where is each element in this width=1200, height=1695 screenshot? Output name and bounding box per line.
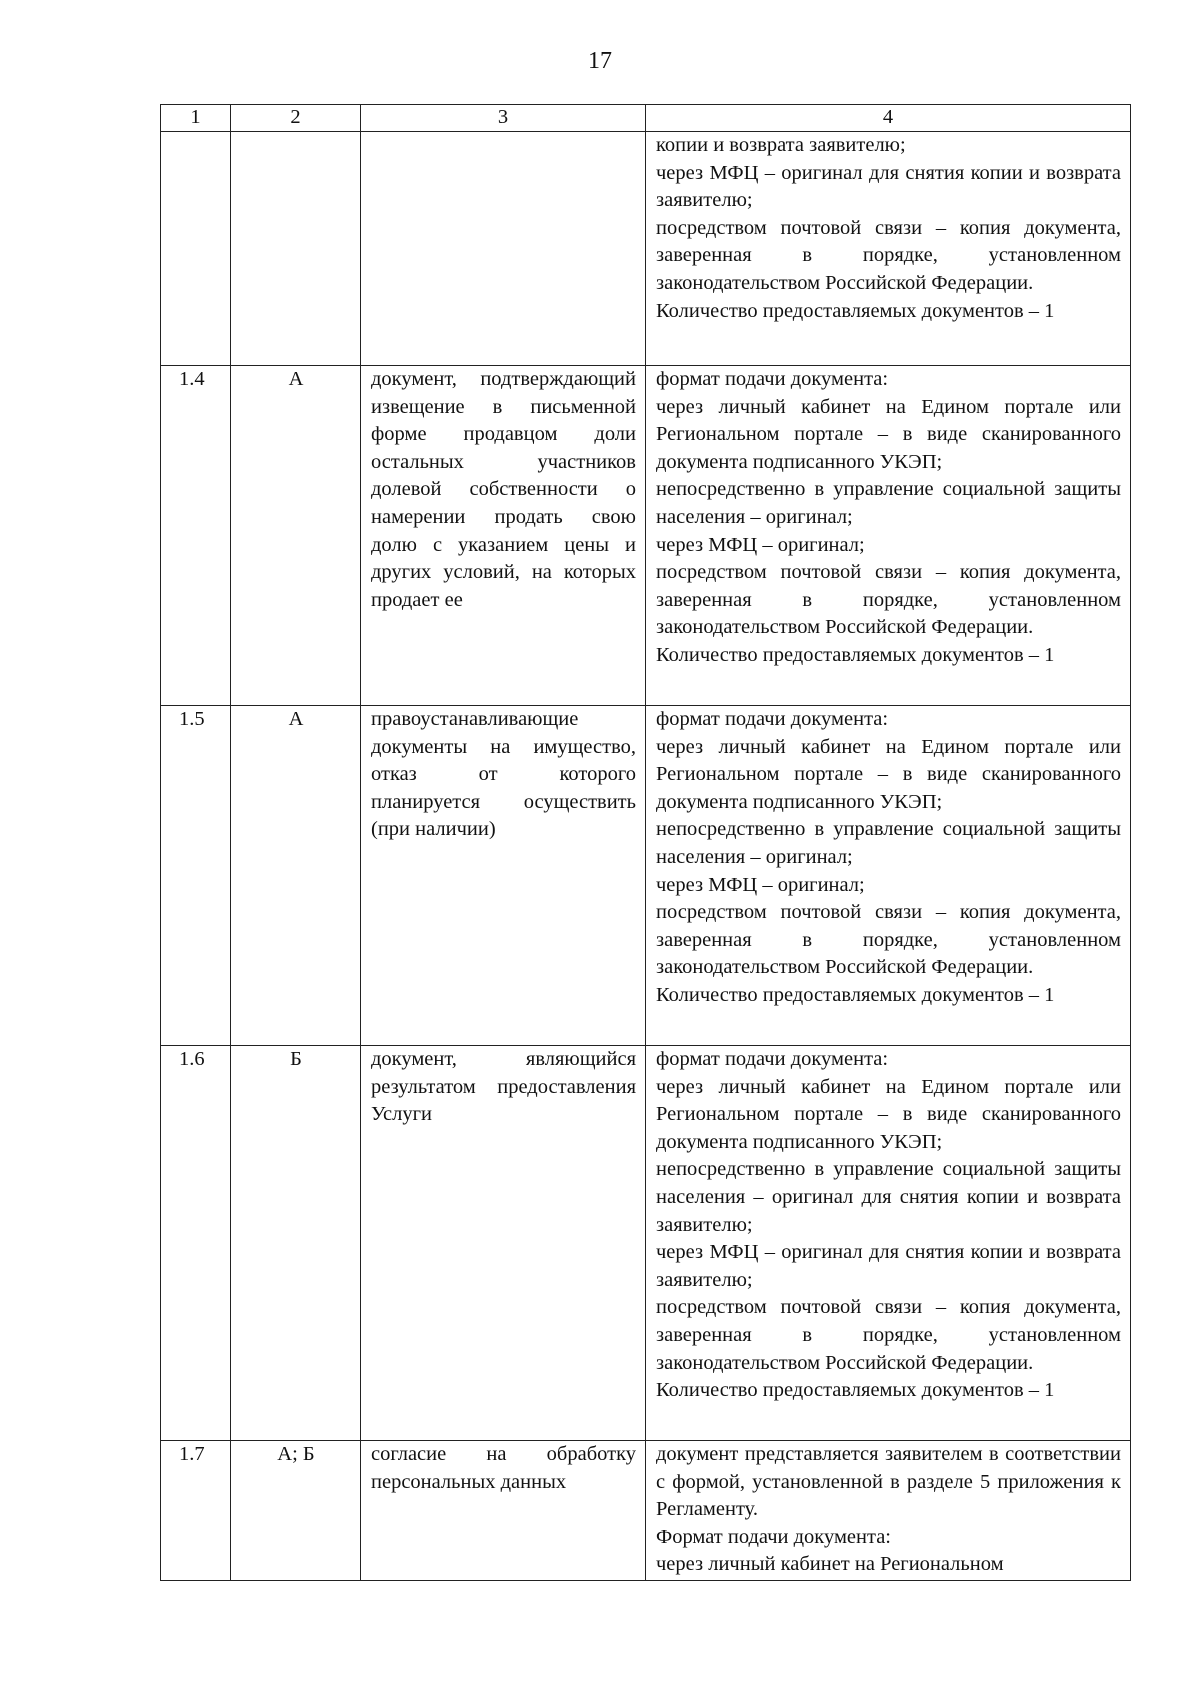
row-category: А; Б (231, 1441, 361, 1581)
row-document: согласие на обработку персональных данных (361, 1441, 646, 1581)
row-category: А (231, 366, 361, 706)
details-paragraph: Количество предоставляемых документов – 1 (656, 299, 1055, 322)
row-category (231, 132, 361, 366)
details-paragraph: посредством почтовой связи – копия документа, заверенная в порядке, установленном законодательством Российской Федерации. (656, 1296, 1121, 1374)
row-number: 1.5 (161, 706, 231, 1046)
row-number: 1.4 (161, 366, 231, 706)
row-details (646, 366, 1131, 706)
details-paragraph: через МФЦ – оригинал; (656, 873, 865, 896)
details-paragraph: Количество предоставляемых документов – 1 (656, 983, 1055, 1006)
table-row (161, 1441, 1131, 1581)
row-document: документ, подтверждающий извещение в письменной форме продавцом доли остальных участников долевой собственности о намерении продать свою долю с указанием цены и других условий, на которых продает ее (361, 366, 646, 706)
details-paragraph: через личный кабинет на Едином портале или Региональном портале – в виде сканированного документа подписанного УКЭП; (656, 395, 1121, 473)
details-paragraph: копии и возврата заявителю; (656, 134, 906, 156)
row-details (646, 132, 1131, 366)
row-category: Б (231, 1046, 361, 1441)
row-details (646, 1046, 1131, 1441)
row-category: А (231, 706, 361, 1046)
documents-table (160, 104, 1131, 1581)
details-paragraph: Формат подачи документа: (656, 1525, 891, 1548)
row-number: 1.7 (161, 1441, 231, 1581)
details-paragraph: документ представляется заявителем в соответствии с формой, установленной в разделе 5 приложения к Регламенту. (656, 1443, 1121, 1521)
details-paragraph: формат подачи документа: (656, 1048, 889, 1070)
row-number (161, 132, 231, 366)
details-paragraph: непосредственно в управление социальной защиты населения – оригинал; (656, 818, 1121, 868)
details-paragraph: посредством почтовой связи – копия документа, заверенная в порядке, установленном законодательством Российской Федерации. (656, 561, 1121, 639)
details-paragraph: через МФЦ – оригинал для снятия копии и возврата заявителю; (656, 1241, 1121, 1291)
table-row (161, 1046, 1131, 1441)
table-header-row (161, 105, 1131, 132)
column-header-1: 1 (161, 105, 231, 132)
details-paragraph: через личный кабинет на Едином портале или Региональном портале – в виде сканированного документа подписанного УКЭП; (656, 735, 1121, 813)
row-document: документ, являющийся результатом предоставления Услуги (361, 1046, 646, 1441)
details-paragraph: непосредственно в управление социальной защиты населения – оригинал; (656, 478, 1121, 528)
details-paragraph: через личный кабинет на Региональном (656, 1553, 1004, 1576)
row-document (361, 132, 646, 366)
details-paragraph: посредством почтовой связи – копия документа, заверенная в порядке, установленном законодательством Российской Федерации. (656, 901, 1121, 979)
row-details (646, 1441, 1131, 1581)
details-paragraph: через МФЦ – оригинал для снятия копии и возврата заявителю; (656, 161, 1121, 212)
table-row (161, 132, 1131, 366)
table-row (161, 366, 1131, 706)
column-header-4: 4 (646, 105, 1131, 132)
details-paragraph: через МФЦ – оригинал; (656, 533, 865, 556)
details-paragraph: Количество предоставляемых документов – 1 (656, 1379, 1055, 1402)
details-paragraph: через личный кабинет на Едином портале или Региональном портале – в виде сканированного документа подписанного УКЭП; (656, 1075, 1121, 1153)
row-details (646, 706, 1131, 1046)
details-paragraph: формат подачи документа: (656, 708, 889, 730)
column-header-2: 2 (231, 105, 361, 132)
details-paragraph: непосредственно в управление социальной защиты населения – оригинал для снятия копии и возврата заявителю; (656, 1158, 1121, 1236)
page-number: 17 (588, 48, 612, 74)
details-paragraph: посредством почтовой связи – копия документа, заверенная в порядке, установленном законодательством Российской Федерации. (656, 216, 1121, 294)
details-paragraph: Количество предоставляемых документов – 1 (656, 643, 1055, 666)
table-row (161, 706, 1131, 1046)
details-paragraph: формат подачи документа: (656, 368, 889, 390)
row-document: правоустанавливающие документы на имущество, отказ от которого планируется осуществить (при наличии) (361, 706, 646, 1046)
column-header-3: 3 (361, 105, 646, 132)
row-number: 1.6 (161, 1046, 231, 1441)
